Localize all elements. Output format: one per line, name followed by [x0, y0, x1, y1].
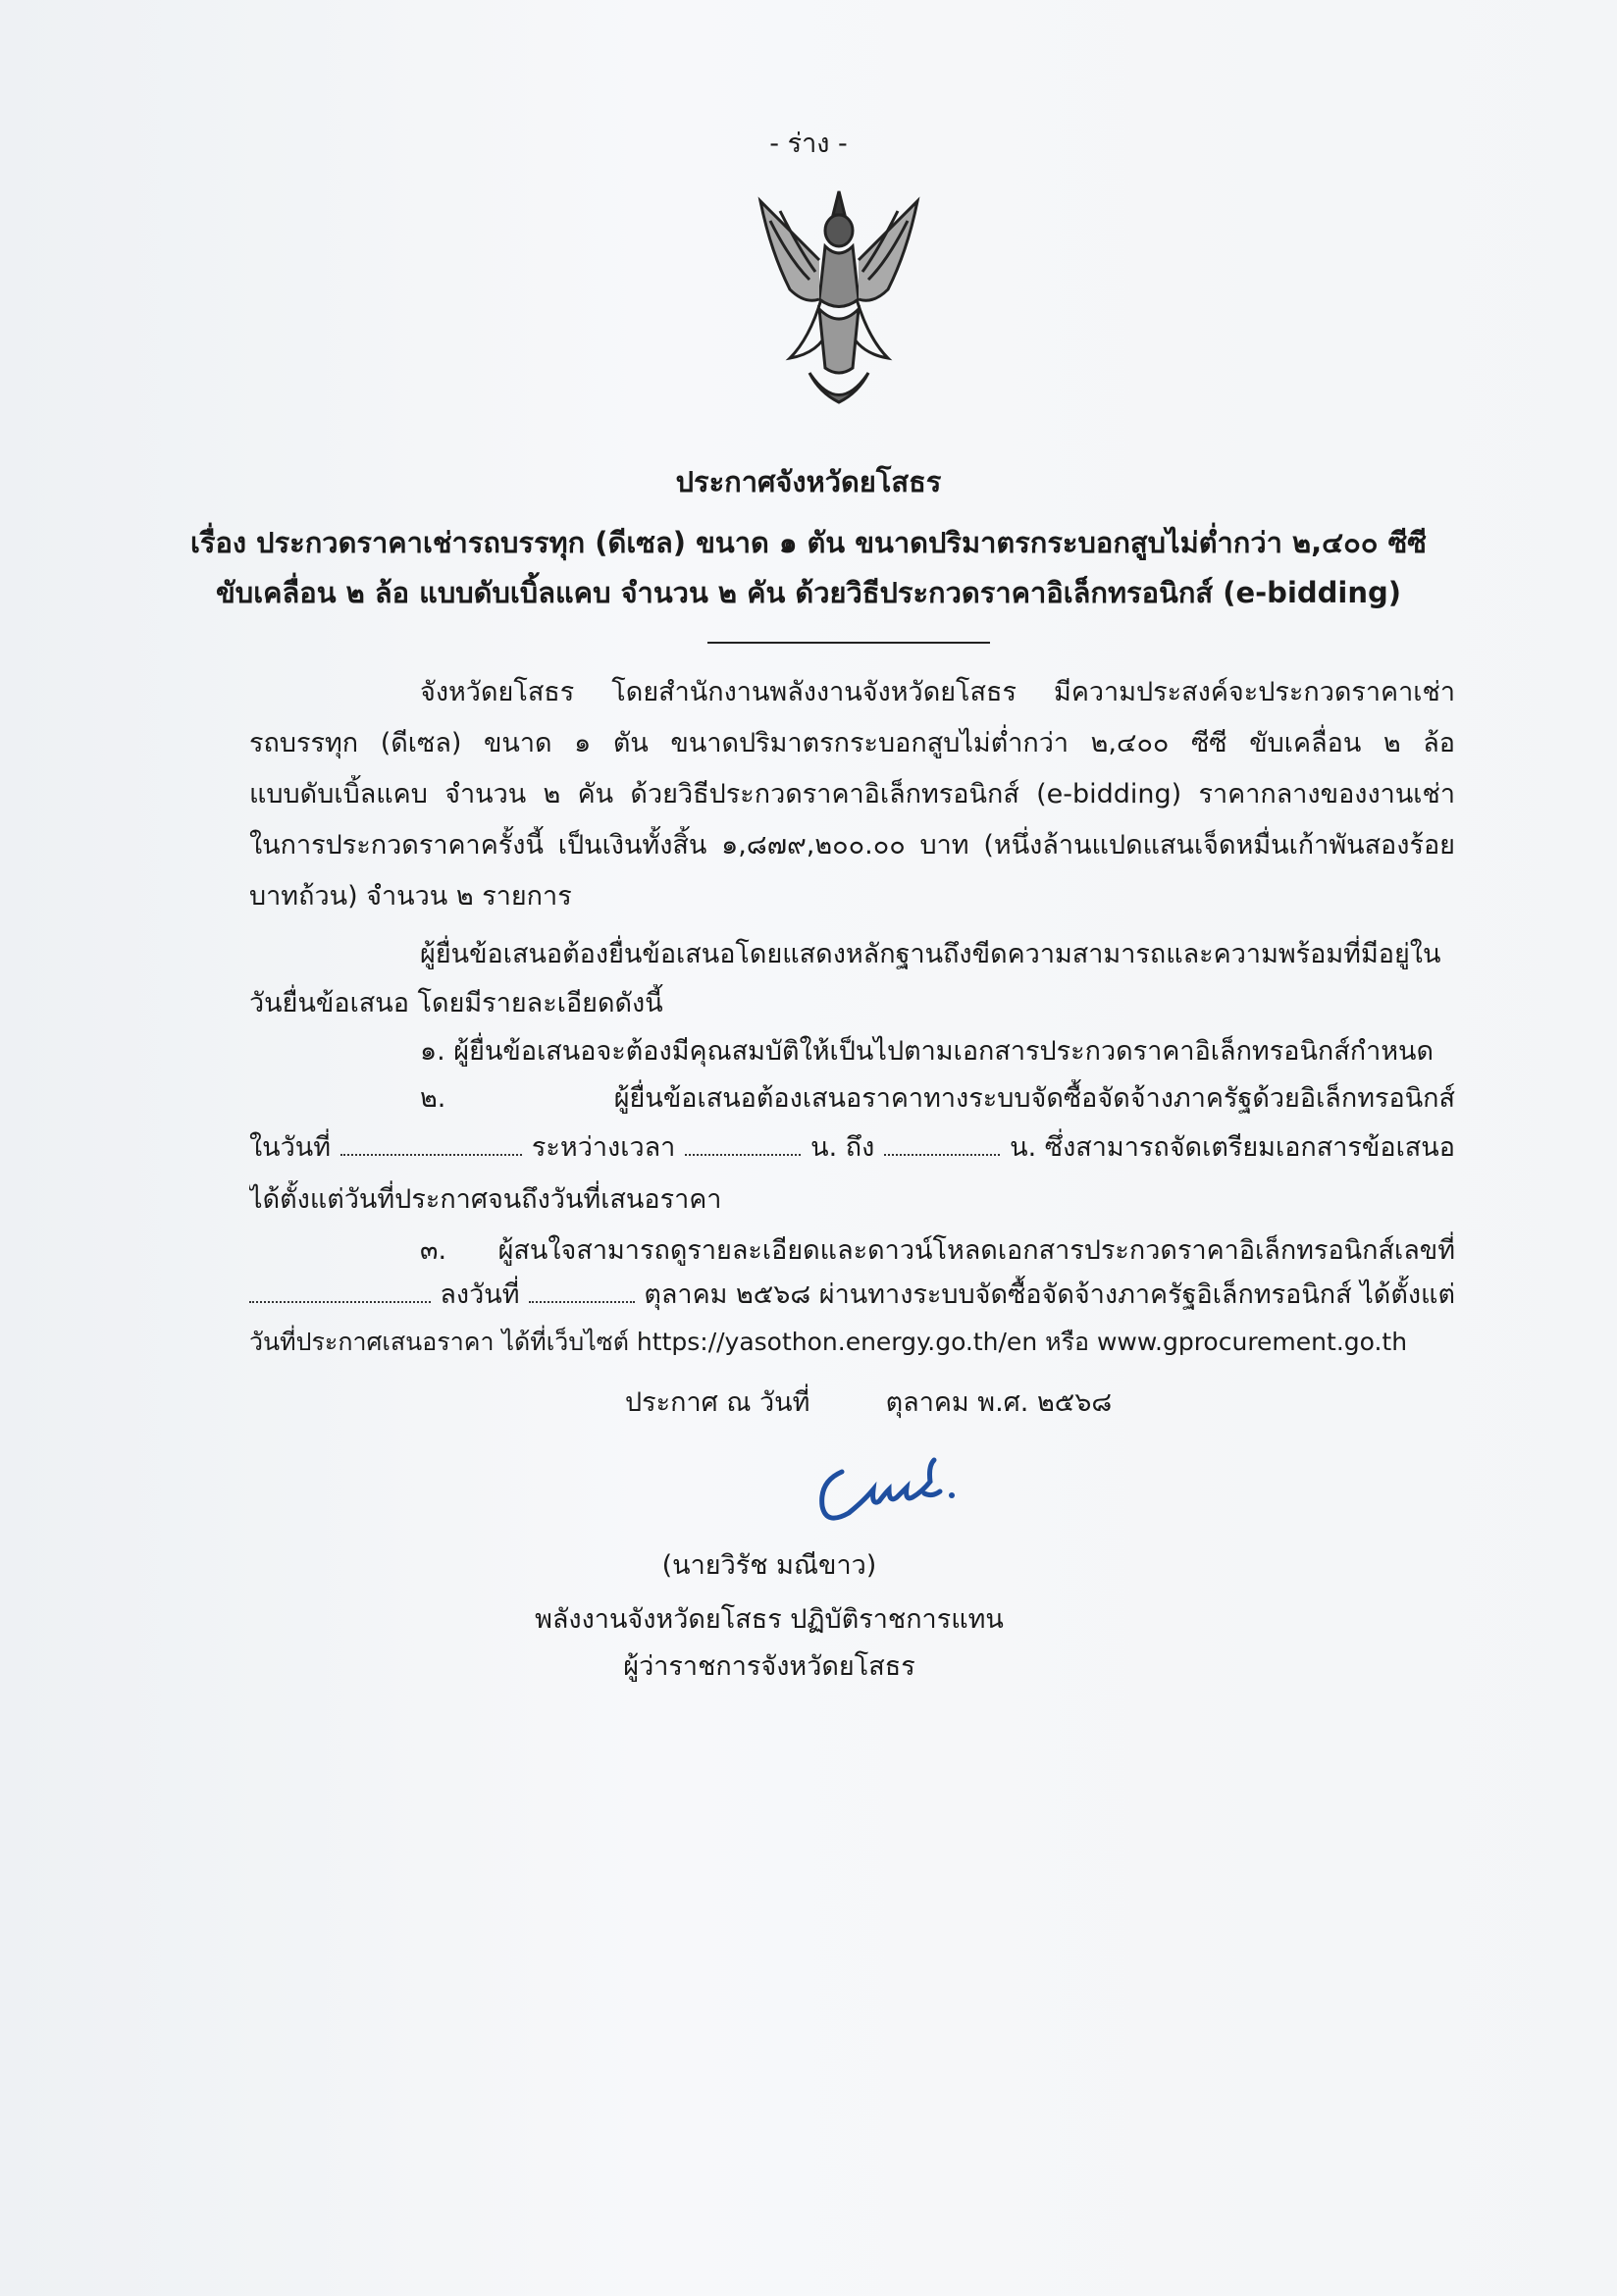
- para1-line: แบบดับเบิ้ลแคบ จำนวน ๒ คัน ด้วยวิธีประกวดราคาอิเล็กทรอนิกส์ (e-bidding) ราคากลางของงานเช่า: [249, 779, 1455, 809]
- item-1: ๑. ผู้ยื่นข้อเสนอจะต้องมีคุณสมบัติให้เป็นไปตามเอกสารประกวดราคาอิเล็กทรอนิกส์กำหนด: [420, 1036, 1434, 1067]
- to-label: น. ถึง: [810, 1132, 875, 1163]
- signatory-position-2: ผู้ว่าราชการจังหวัดยโสธร: [623, 1651, 915, 1682]
- item-3-website-line: วันที่ประกาศเสนอราคา ได้ที่เว็บไซต์ https://yasothon.energy.go.th/en หรือ www.gprocurement.go.th: [249, 1328, 1408, 1356]
- item-2-line: ได้ตั้งแต่วันที่ประกาศจนถึงวันที่เสนอราคา: [249, 1184, 722, 1215]
- item-2-schedule-line: [249, 1128, 1455, 1170]
- item-3-doc-line: [249, 1276, 1455, 1317]
- start-time-blank: [685, 1128, 801, 1156]
- signatory-position: พลังงานจังหวัดยโสธร ปฏิบัติราชการแทน: [535, 1604, 1004, 1635]
- item-3-line: ๓. ผู้สนใจสามารถดูรายละเอียดและดาวน์โหลดเอกสารประกวดราคาอิเล็กทรอนิกส์เลขที่: [420, 1235, 1455, 1266]
- item-2-line: ๒. ผู้ยื่นข้อเสนอต้องเสนอราคาทางระบบจัดซื้อจัดจ้างภาครัฐด้วยอิเล็กทรอนิกส์: [420, 1083, 1455, 1114]
- end-time-blank: [884, 1128, 1000, 1156]
- doc-number-blank: [249, 1276, 431, 1303]
- document-title: ประกาศจังหวัดยโสธร: [675, 465, 942, 498]
- doc-date-blank: [529, 1276, 635, 1303]
- signatory-name: (นายวิรัช มณีขาว): [661, 1550, 877, 1581]
- announce-date-label: ประกาศ ณ วันที่: [625, 1387, 810, 1418]
- signature-image: [814, 1452, 981, 1531]
- para1-line: รถบรรทุก (ดีเซล) ขนาด ๑ ตัน ขนาดปริมาตรกระบอกสูบไม่ต่ำกว่า ๒,๔๐๐ ซีซี ขับเคลื่อน ๒ ล้อ: [249, 728, 1455, 758]
- doc-date-rest: ตุลาคม ๒๕๖๘ ผ่านทางระบบจัดซื้อจัดจ้างภาครัฐอิเล็กทรอนิกส์ ได้ตั้งแต่: [644, 1279, 1455, 1310]
- subject-line-2: ขับเคลื่อน ๒ ล้อ แบบดับเบิ้ลแคบ จำนวน ๒ คัน ด้วยวิธีประกวดราคาอิเล็กทรอนิกส์ (e-bidding): [215, 576, 1402, 609]
- para1-line: จังหวัดยโสธร โดยสำนักงานพลังงานจังหวัดยโสธร มีความประสงค์จะประกวดราคาเช่า: [420, 677, 1455, 707]
- para1-line: ในการประกวดราคาครั้งนี้ เป็นเงินทั้งสิ้น ๑,๘๗๙,๒๐๐.๐๐ บาท (หนึ่งล้านแปดแสนเจ็ดหมื่นเก้าพันสองร้อย: [249, 830, 1455, 861]
- announce-date: [625, 1383, 1312, 1425]
- on-date-label: ในวันที่: [249, 1132, 332, 1163]
- title-divider: [707, 642, 990, 644]
- announce-month-year: ตุลาคม พ.ศ. ๒๕๖๘: [885, 1387, 1113, 1418]
- prepare-docs-text: น. ซึ่งสามารถจัดเตรียมเอกสารข้อเสนอ: [1010, 1132, 1455, 1163]
- dated-label: ลงวันที่: [440, 1279, 520, 1310]
- date-blank: [340, 1128, 522, 1156]
- para1-line: บาทถ้วน) จำนวน ๒ รายการ: [249, 881, 572, 912]
- draft-mark: - ร่าง -: [769, 129, 848, 159]
- para2-line: ผู้ยื่นข้อเสนอต้องยื่นข้อเสนอโดยแสดงหลักฐานถึงขีดความสามารถและความพร้อมที่มีอยู่ใน: [420, 939, 1441, 969]
- subject-line-1: เรื่อง ประกวดราคาเช่ารถบรรทุก (ดีเซล) ขนาด ๑ ตัน ขนาดปริมาตรกระบอกสูบไม่ต่ำกว่า ๒,๔๐๐ ซีซี: [190, 526, 1427, 559]
- between-time-label: ระหว่างเวลา: [531, 1132, 676, 1163]
- garuda-emblem-icon: [751, 182, 927, 419]
- para2-line: วันยื่นข้อเสนอ โดยมีรายละเอียดดังนี้: [249, 988, 663, 1018]
